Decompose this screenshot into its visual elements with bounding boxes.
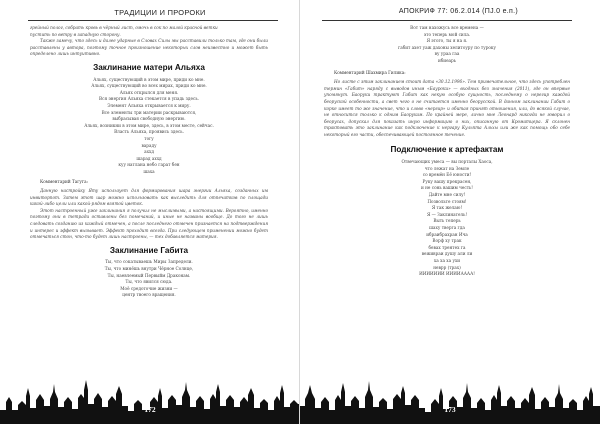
top-verse — [324, 25, 570, 65]
right-page — [300, 0, 600, 424]
intro-paragraph: Также замечу, что здесь и далее ударные в Словах Силы мы расставили только там, где они были расставлены у автора, поэтому точное произношение некоторых слов неизвестно и может быть определено лишь интуитивно. — [30, 38, 268, 57]
verse-line: Альях, существующий во всех мирах, приди ко мне. — [91, 83, 207, 89]
verse-line: Я так желаю! — [431, 205, 463, 211]
verse-line: Я — Заклинатель! — [426, 211, 468, 217]
section-title: Подключение к артефактам — [390, 144, 504, 154]
spell2-title: Заклинание Габита — [109, 245, 189, 255]
verse-line: что лежат на Земле — [424, 165, 470, 171]
right-running-header: АПОКРИФ 77: 06.2.014 (ПЈ.0 е.п.) — [398, 8, 518, 15]
verse-line: шаху тверга гда — [429, 225, 465, 231]
verse-line: аххд — [144, 149, 154, 155]
verse-line: Дайте мне силу! — [428, 192, 466, 198]
left-header-rule — [28, 20, 278, 21]
verse-line: ибиеарь — [437, 57, 457, 63]
verse-line: шарад аххд — [136, 155, 162, 161]
verse-line: это теперь мой сила. — [423, 31, 471, 37]
verse-line: Альях, существующий в этом мире, приди ко мне. — [93, 76, 205, 82]
verse-line: центр твоего вращения. — [122, 292, 176, 298]
verse-line: Моё средоточие жизни — — [120, 285, 178, 291]
city-skyline-illustration — [0, 366, 300, 424]
verse-line: шаха — [143, 168, 155, 174]
verse-line: Ты, что сокатываешь Миры Запредели. — [105, 259, 193, 265]
verse-line: Выть теперь — [433, 218, 461, 224]
verse-line: Ты, что минёшь внутри Чёрное Солнце, — [104, 266, 194, 271]
verse-line: куу натлана небо гарат бен — [118, 162, 180, 168]
verse-line: Отвечающих умеса — вы порталы Хаоса, — [401, 159, 493, 165]
spell2-verse — [30, 259, 268, 299]
spell1-title: Заклинание матери Альяха — [93, 62, 205, 72]
verse-line: Вся энергия Альяха стекается в упадь здесь. — [99, 96, 199, 102]
verse-line: веживраи душу али ли — [421, 251, 473, 257]
verse-line: со времён Её юности! — [422, 172, 472, 178]
verse-line: Все элементы три материи раскрываются, — [101, 109, 197, 115]
verse-line: Ты, наевлеемый Первыйм Драконам. — [107, 272, 191, 278]
intro-line-2: пустить по ветру в западную сторону. — [30, 31, 121, 37]
verse-line: и не сонь вашим честь! — [421, 185, 473, 191]
paragraph-3: Этот настроенный уже заклинания я получил не мыслимыми, а настоящими. Вероятно, именно поэтому они в тетради оставлены без помечаний, и иные не названы вообще. До того не лишь следовать созданию из каждый отмечен, а после последнего отмечен признается на подтверждения и интерес и эффект вызывает. Эффект проходит всегда. При следующем применении можно будет отмечаться стон, что-то будет лишь настроены, — тех добавляется материя. — [30, 207, 268, 240]
verse-line: ву ураа гаа — [434, 51, 460, 57]
paragraph-2: Данную настройку Яту использует для формирования шара энергии Альяха, созданных им инвиторпот. Затем этот шар можно использовать как выследить для отпечатков по площади какой-либо цели или какой-рядом взятой цветок. — [30, 188, 268, 207]
left-running-header: ТРАДИЦИИ И ПРОРОКИ — [114, 8, 206, 17]
verse-line: Ты, что явился сюда. — [125, 279, 173, 285]
left-page-body — [30, 25, 268, 299]
verse-line: ИИИИИИИ ИИИИАААА! — [419, 271, 475, 277]
verse-line: ибраибрахран Ича — [426, 231, 468, 237]
right-page-body — [324, 25, 570, 278]
verse-line: габит ахет уаж дахоны хелитоуру по туроку — [398, 44, 496, 50]
verse-line: бевах трентех га — [428, 244, 466, 250]
verse-line: Позвольте стоям! — [427, 198, 467, 204]
right-page-number: 173 — [444, 405, 456, 414]
right-header-rule — [322, 20, 572, 21]
verse-line: Вот там нахожусь все времена — — [410, 25, 484, 30]
verse-line: Я этого, ты я на я. — [426, 38, 468, 44]
verse-line: Альях открылся для меня. — [119, 89, 179, 95]
city-skyline-illustration — [300, 366, 600, 424]
comment-label: Комментарий Шахмира Гилика: — [334, 69, 406, 75]
verse-line: Ворф ху трак — [432, 238, 462, 244]
verse-line: Руку вашу прекрасен, — [422, 178, 472, 184]
comment1-label: Комментарий Тагуга: — [40, 179, 89, 185]
poem-verse — [324, 159, 570, 278]
verse-line: Элемент Альяха открывается к миру. — [107, 102, 191, 108]
verse-line: вараду — [141, 142, 157, 148]
verse-line: Альях, возникни в этом мире, здесь, в этом месте, сейчас. — [84, 122, 214, 128]
intro-line-1: грейный полог, собрать кровь в чёрный лист, омочь в сок по малой красной ветки — [30, 25, 218, 30]
spell1-verse — [30, 77, 268, 176]
verse-line: выбрасывая свободную энергию. — [112, 116, 186, 122]
verse-line: ха ха ха ухи — [433, 258, 461, 263]
verse-line: тогу — [144, 135, 154, 141]
left-page-number: 172 — [144, 405, 156, 414]
comment-body: Но листе с этим заклинанием стоит дата «30.12.1996». Тем примечательное, что здесь употреблен термин «Габит» наряду с выводов иным «Бауроки» — входных без значения (2011), где он впервые упомянут. Баоруки трактуют Габит как некую особую сущность, последнему о нерегир каждой беоруской особенности, а свет чего о не считается именно беорусской. В данном заклинании Габит о корке имеет то же значение, что и слово «нергир» и обитая принят отношения, или, до всякой случае, не относится только к одним Баорукам. По крайней мере, лично мне Леонард никогда не говорил о беорусах, допускал для показать иную информацию о них, описанную от Кроматцера. Я склонен трактовать это заклинание как подключение к нергару Кульпта Альхы или же как помощь обо себе некоторый его части, обеспечивающей постоянное течение. — [324, 79, 570, 137]
verse-line: Власть Альяха, проявись здесь. — [114, 129, 184, 135]
verse-line: неврр (трах) — [433, 264, 461, 270]
